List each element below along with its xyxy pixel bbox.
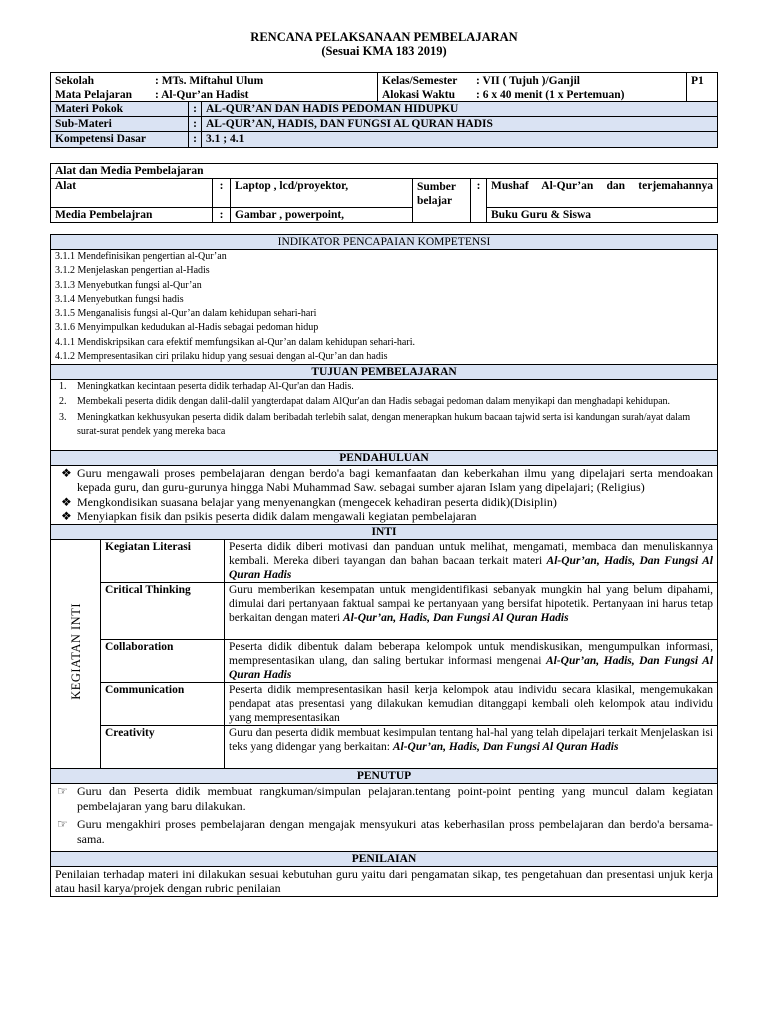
alokasi-value: : 6 x 40 menit (1 x Pertemuan) (476, 89, 625, 101)
alat-media-table (50, 163, 718, 223)
indikator-item: 4.1.1 Mendiskripsikan cara efektif memfungsikan al-Qur’an dalam kehidupan sehari-hari. (55, 336, 415, 348)
school-cell (51, 73, 378, 104)
tujuan-heading: TUJUAN PEMBELAJARAN (51, 365, 718, 380)
indikator-item: 3.1.1 Mendefinisikan pengertian al-Qur’an (55, 251, 227, 262)
kompetensi-value: 3.1 ; 4.1 (202, 132, 718, 148)
indikator-heading: INDIKATOR PENCAPAIAN KOMPETENSI (51, 235, 718, 250)
inti-name: Creativity (101, 725, 225, 768)
submateri-label: Sub-Materi (51, 117, 189, 132)
sumber-label: Sumber belajar (413, 179, 471, 223)
penutup-item (55, 784, 713, 814)
document-title: RENCANA PELAKSANAAN PEMBELAJARAN (250, 30, 518, 44)
inti-text: Peserta didik diberi motivasi dan panduan untuk melihat, mengamati, membaca dan menuliskannya kembali. Mereka diberi tayangan dan bahan bacaan terkait materi (229, 540, 714, 567)
inti-desc (225, 582, 718, 639)
meeting-code: P1 (687, 73, 718, 104)
materi-row (51, 102, 718, 117)
tujuan-text: Meningkatkan kecintaan peserta didik terhadap Al-Qur'an dan Hadis. (77, 381, 354, 393)
pendahuluan-text: Mengkondisikan suasana belajar yang menyenangkan (mengecek kehadiran peserta didik)(Disiplin) (77, 494, 557, 509)
inti-text: Guru memberikan kesempatan untuk mengidentifikasi sebanyak mungkin hal yang belum dipahami, dimulai dari pertanyaan faktual sampai ke pertanyaan yang bersifat hipotetik. Pertanyaan ini harus tetap berkaitan dengan materi (229, 583, 714, 624)
media-label: Media Pembelajran (51, 208, 213, 223)
materi-value: AL-QUR’AN DAN HADIS PEDOMAN HIDUPKU (202, 102, 718, 117)
pendahuluan-list (51, 465, 718, 524)
penutup-text: Guru mengakhiri proses pembelajaran dengan mengajak mensyukuri atas keberhasilan pross pembelajaran dan berdo'a bersama-sama. (77, 816, 714, 846)
inti-name: Kegiatan Literasi (101, 539, 225, 582)
mapel-label: Mata Pelajaran (55, 89, 132, 101)
inti-name: Communication (101, 682, 225, 725)
sumber-value-2: Buku Guru & Siswa (487, 208, 718, 223)
document-subtitle: (Sesuai KMA 183 2019) (321, 44, 447, 58)
indikator-item: 3.1.5 Menganalisis fungsi al-Qur’an dalam kehidupan sehari-hari (55, 308, 317, 320)
diamond-bullet-icon: ❖ (61, 494, 72, 509)
indikator-item: 3.1.4 Menyebutkan fungsi hadis (55, 293, 184, 305)
inti-text: Guru dan peserta didik membuat kesimpulan tentang hal-hal yang telah dipelajari terkait Menjelaskan isi teks yang didengar yang berkaitan: (229, 726, 714, 753)
alat-label: Alat (51, 179, 213, 208)
inti-desc (225, 682, 718, 725)
inti-desc (225, 725, 718, 768)
main-content-table (50, 234, 718, 897)
indikator-item: 3.1.2 Menjelaskan pengertian al-Hadis (55, 265, 210, 277)
inti-text: Peserta didik dibentuk dalam beberapa kelompok untuk mendiskusikan, mengumpulkan informasi, mempresentasikan ulang, dan saling bertukar informasi mengenai (229, 640, 714, 667)
submateri-row (51, 117, 718, 132)
sekolah-label: Sekolah (55, 75, 94, 87)
tujuan-num: 3. (59, 411, 67, 423)
tujuan-num: 1. (59, 381, 67, 393)
kegiatan-inti-label: KEGIATAN INTI (68, 603, 83, 700)
sumber-sep: : (471, 179, 487, 223)
inti-emph: Al-Qur’an, Hadis, Dan Fungsi Al Quran Hadis (343, 611, 569, 624)
inti-desc (225, 639, 718, 682)
tujuan-text: Meningkatkan kekhusyukan peserta didik dalam beribadah terlebih salat, dengan menerapkan hukum bacaan tajwid serta isi kandungan surah/ayat dalam surat-surat pendek yang mereka baca (77, 411, 691, 438)
penutup-text: Guru dan Peserta didik membuat rangkuman/simpulan pelajaran.tentang point-point penting yang muncul dalam kegiatan pembelajaran yang baru dilakukan. (77, 783, 714, 813)
inti-name: Critical Thinking (101, 582, 225, 639)
inti-desc (225, 539, 718, 582)
kelas-label: Kelas/Semester (382, 75, 458, 87)
kelas-value: : VII ( Tujuh )/Ganjil (476, 75, 580, 87)
pendahuluan-text: Menyiapkan fisik dan psikis peserta didik dalam mengawali kegiatan pembelajaran (77, 509, 477, 524)
tujuan-num: 2. (59, 395, 67, 407)
penutup-item (55, 817, 713, 847)
alat-sep: : (213, 179, 231, 208)
pendahuluan-item (55, 466, 713, 495)
penutup-heading: PENUTUP (51, 768, 718, 783)
pendahuluan-item (55, 495, 713, 510)
media-value: Gambar , powerpoint, (231, 208, 413, 223)
materi-table (50, 101, 718, 148)
inti-emph: Al-Qur’an, Hadis, Dan Fungsi Al Quran Hadis (229, 654, 714, 681)
pendahuluan-item (55, 509, 713, 524)
kompetensi-label: Kompetensi Dasar (51, 132, 189, 148)
pendahuluan-text: Guru mengawali proses pembelajaran dengan berdo'a bagi kemanfaatan dan keberkahan ilmu yang dipelajari serta mendoakan kepada guru, dan guru-gurunya hingga Nabi Muhammad Saw. sebagai sumber ajaran Islam yang dipelajari; (Religius) (77, 465, 714, 495)
penutup-list (51, 783, 718, 851)
materi-label: Materi Pokok (51, 102, 189, 117)
identity-table (50, 72, 718, 104)
class-cell (378, 73, 687, 104)
sekolah-value: : MTs. Miftahul Ulum (155, 75, 264, 87)
tujuan-item (55, 395, 713, 409)
pendahuluan-heading: PENDAHULUAN (51, 450, 718, 465)
pointing-hand-icon: ☞ (57, 816, 68, 831)
pointing-hand-icon: ☞ (57, 783, 68, 798)
kompetensi-row (51, 132, 718, 148)
inti-heading: INTI (51, 524, 718, 539)
inti-text: Peserta didik mempresentasikan hasil kerja kelompok atau individu secara klasikal, mengemukakan pendapat atas presentasi yang dilakukan kemudian ditanggapi kembali oleh kelompok atau individu yang mempresentasikan (229, 683, 714, 724)
alokasi-label: Alokasi Waktu (382, 89, 455, 101)
indikator-item: 4.1.2 Mempresentasikan ciri prilaku hidup yang sesuai dengan al-Qur’an dan hadis (55, 351, 388, 363)
tujuan-text: Membekali peserta didik dengan dalil-dalil yangterdapat dalam AlQur'an dan Hadis sebagai pedoman dalam menyikapi dan menghadapi kehidupan. (77, 395, 671, 407)
inti-emph: Al-Qur’an, Hadis, Dan Fungsi Al Quran Hadis (392, 740, 619, 753)
sumber-value-1: Mushaf Al-Qur’an dan terjemahannya (487, 179, 718, 208)
mapel-value: : Al-Qur’an Hadist (155, 89, 249, 101)
indikator-item: 3.1.6 Menyimpulkan kedudukan al-Hadis sebagai pedoman hidup (55, 322, 319, 334)
alat-value: Laptop , lcd/proyektor, (231, 179, 413, 208)
tujuan-list (51, 380, 718, 450)
alat-media-heading: Alat dan Media Pembelajaran (51, 164, 718, 179)
indikator-item: 3.1.3 Menyebutkan fungsi al-Qur’an (55, 279, 202, 291)
inti-emph: Al-Qur’an, Hadis, Dan Fungsi Al Quran Hadis (229, 554, 713, 581)
kompetensi-sep: : (189, 132, 202, 148)
diamond-bullet-icon: ❖ (61, 509, 72, 524)
submateri-sep: : (189, 117, 202, 132)
indikator-list (51, 250, 718, 365)
materi-sep: : (189, 102, 202, 117)
penilaian-text: Penilaian terhadap materi ini dilakukan sesuai kebutuhan guru yaitu dari pengamatan sikap, tes pengetahuan dan presentasi unjuk kerja atau hasil karya/projek dengan rubric penilaian (51, 866, 718, 896)
diamond-bullet-icon: ❖ (61, 465, 72, 480)
penilaian-heading: PENILAIAN (51, 851, 718, 866)
tujuan-item (55, 411, 713, 440)
submateri-value: AL-QUR’AN, HADIS, DAN FUNGSI AL QURAN HADIS (202, 117, 718, 132)
tujuan-item (55, 380, 713, 394)
inti-name: Collaboration (101, 639, 225, 682)
media-sep: : (213, 208, 231, 223)
kegiatan-inti-side (51, 539, 101, 768)
